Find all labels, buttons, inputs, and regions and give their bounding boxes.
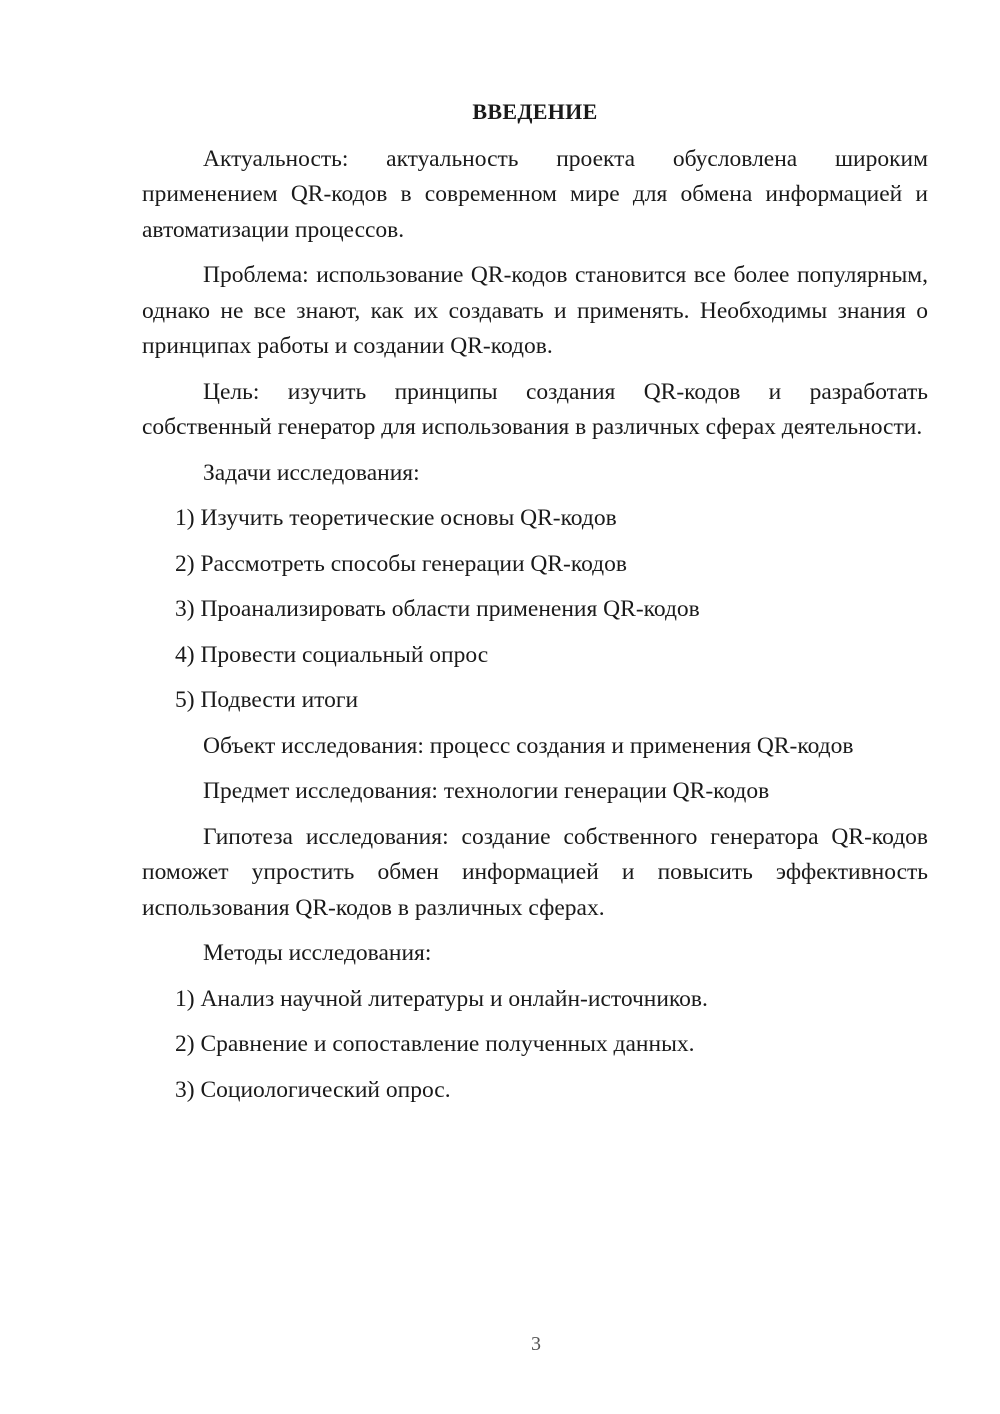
relevance-paragraph: Актуальность: актуальность проекта обусловлена широким применением QR-кодов в современном мире для обмена информацией и автоматизации процессов. (142, 145, 928, 243)
goal-paragraph: Цель: изучить принципы создания QR-кодов и разработать собственный генератор для использования в различных сферах деятельности. (142, 378, 928, 440)
method-item: 3) Социологический опрос. (175, 1076, 451, 1103)
research-subject: Предмет исследования: технологии генерации QR-кодов (203, 778, 770, 804)
task-item: 2) Рассмотреть способы генерации QR-кодов (175, 550, 627, 577)
page-number: 3 (531, 1333, 541, 1355)
page-title: ВВЕДЕНИЕ (472, 99, 598, 124)
task-item: 4) Провести социальный опрос (175, 641, 489, 668)
task-item: 3) Проанализировать области применения QR-кодов (175, 596, 700, 622)
hypothesis-paragraph: Гипотеза исследования: создание собственного генератора QR-кодов поможет упростить обмен информацией и повысить эффективность использования QR-кодов в различных сферах. (142, 823, 928, 921)
methods-heading: Методы исследования: (203, 940, 432, 966)
research-object: Объект исследования: процесс создания и применения QR-кодов (203, 732, 854, 759)
problem-paragraph: Проблема: использование QR-кодов становится все более популярным, однако не все знают, как их создавать и применять. Необходимы знания о принципах работы и создании QR-кодов. (142, 262, 928, 359)
method-item: 1) Анализ научной литературы и онлайн-источников. (175, 985, 708, 1012)
method-item: 2) Сравнение и сопоставление полученных данных. (175, 1031, 695, 1057)
task-item: 5) Подвести итоги (175, 687, 359, 713)
tasks-heading: Задачи исследования: (203, 459, 420, 486)
task-item: 1) Изучить теоретические основы QR-кодов (175, 505, 617, 531)
page-content (142, 94, 928, 1118)
